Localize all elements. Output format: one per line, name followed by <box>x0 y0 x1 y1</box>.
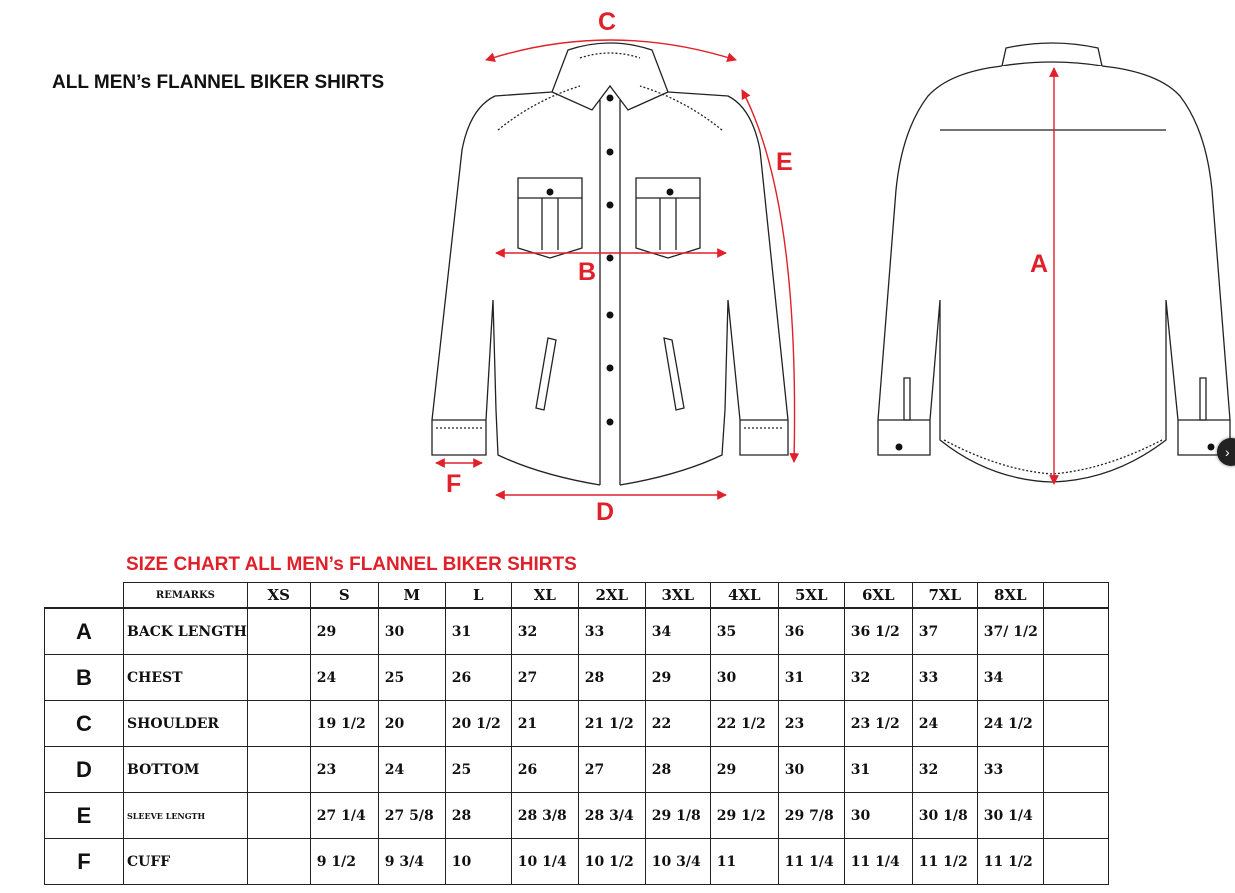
header-blank-cell <box>45 583 124 609</box>
cell-value: 24 1/2 <box>977 701 1043 747</box>
cell-value <box>247 608 310 655</box>
cell-value: 31 <box>445 608 511 655</box>
header-size-4xl: 4XL <box>710 583 778 609</box>
cell-value <box>1043 747 1108 793</box>
cell-value: 10 1/2 <box>578 839 645 885</box>
cell-value: 11 <box>710 839 778 885</box>
cell-value <box>1043 839 1108 885</box>
row-remark: BOTTOM <box>124 747 248 793</box>
cell-value: 10 1/4 <box>511 839 578 885</box>
cell-value <box>1043 793 1108 839</box>
cell-value: 36 1/2 <box>844 608 912 655</box>
measure-label-b: B <box>578 258 597 286</box>
row-remark: CUFF <box>124 839 248 885</box>
cell-value: 30 1/4 <box>977 793 1043 839</box>
measure-label-d: D <box>596 498 615 526</box>
cell-value: 22 1/2 <box>710 701 778 747</box>
cell-value: 27 5/8 <box>378 793 445 839</box>
cell-value: 32 <box>844 655 912 701</box>
header-size-s: S <box>310 583 378 609</box>
header-size-xs: XS <box>247 583 310 609</box>
cell-value: 31 <box>844 747 912 793</box>
row-code: C <box>45 701 124 747</box>
row-code: F <box>45 839 124 885</box>
cell-value: 30 <box>778 747 844 793</box>
cell-value: 27 <box>578 747 645 793</box>
cell-value: 28 <box>578 655 645 701</box>
row-code: A <box>45 608 124 655</box>
cell-value: 20 <box>378 701 445 747</box>
cell-value: 33 <box>578 608 645 655</box>
page-title: ALL MEN’s FLANNEL BIKER SHIRTS <box>52 72 385 93</box>
size-chart-table <box>44 582 1109 885</box>
cell-value: 23 <box>310 747 378 793</box>
cell-value: 20 1/2 <box>445 701 511 747</box>
cell-value <box>247 839 310 885</box>
size-chart-title: SIZE CHART ALL MEN’s FLANNEL BIKER SHIRTS <box>126 554 577 575</box>
cell-value: 29 <box>710 747 778 793</box>
cell-value: 32 <box>912 747 977 793</box>
cell-value: 22 <box>645 701 710 747</box>
table-row <box>45 793 1109 839</box>
cell-value: 30 <box>844 793 912 839</box>
cell-value: 11 1/4 <box>778 839 844 885</box>
header-size-l: L <box>445 583 511 609</box>
table-row <box>45 701 1109 747</box>
cell-value: 25 <box>378 655 445 701</box>
header-size-8xl: 8XL <box>977 583 1043 609</box>
cell-value: 29 7/8 <box>778 793 844 839</box>
cell-value: 24 <box>912 701 977 747</box>
measure-label-f: F <box>446 470 462 498</box>
cell-value: 28 <box>445 793 511 839</box>
cell-value: 32 <box>511 608 578 655</box>
cell-value: 30 1/8 <box>912 793 977 839</box>
cell-value: 10 3/4 <box>645 839 710 885</box>
header-size-2xl: 2XL <box>578 583 645 609</box>
cell-value: 29 1/2 <box>710 793 778 839</box>
row-remark: SHOULDER <box>124 701 248 747</box>
cell-value: 33 <box>977 747 1043 793</box>
header-remarks: REMARKS <box>124 583 248 609</box>
cell-value: 29 <box>645 655 710 701</box>
cell-value: 31 <box>778 655 844 701</box>
cell-value: 9 1/2 <box>310 839 378 885</box>
measure-label-c: C <box>598 8 617 36</box>
measure-label-e: E <box>776 148 793 176</box>
table-row <box>45 747 1109 793</box>
row-remark: BACK LENGTH <box>124 608 248 655</box>
header-size-xl: XL <box>511 583 578 609</box>
row-code: E <box>45 793 124 839</box>
cell-value: 19 1/2 <box>310 701 378 747</box>
header-size-7xl: 7XL <box>912 583 977 609</box>
cell-value: 33 <box>912 655 977 701</box>
cell-value: 36 <box>778 608 844 655</box>
cell-value: 25 <box>445 747 511 793</box>
cell-value: 28 3/4 <box>578 793 645 839</box>
cell-value: 23 <box>778 701 844 747</box>
cell-value: 35 <box>710 608 778 655</box>
cell-value <box>1043 701 1108 747</box>
cell-value: 26 <box>445 655 511 701</box>
cell-value: 30 <box>378 608 445 655</box>
cell-value: 30 <box>710 655 778 701</box>
row-code: D <box>45 747 124 793</box>
cell-value <box>247 747 310 793</box>
cell-value <box>247 655 310 701</box>
chevron-right-icon[interactable]: › <box>1217 438 1235 466</box>
cell-value: 37/ 1/2 <box>977 608 1043 655</box>
cell-value: 9 3/4 <box>378 839 445 885</box>
measure-label-a: A <box>1030 250 1049 278</box>
cell-value: 37 <box>912 608 977 655</box>
cell-value: 11 1/4 <box>844 839 912 885</box>
cell-value: 10 <box>445 839 511 885</box>
cell-value: 11 1/2 <box>977 839 1043 885</box>
table-row <box>45 839 1109 885</box>
header-size-m: M <box>378 583 445 609</box>
cell-value: 11 1/2 <box>912 839 977 885</box>
header-size-3xl: 3XL <box>645 583 710 609</box>
cell-value <box>1043 655 1108 701</box>
cell-value: 29 1/8 <box>645 793 710 839</box>
cell-value: 28 <box>645 747 710 793</box>
cell-value: 23 1/2 <box>844 701 912 747</box>
cell-value: 24 <box>378 747 445 793</box>
cell-value: 27 1/4 <box>310 793 378 839</box>
header-size-5xl: 5XL <box>778 583 844 609</box>
cell-value: 21 <box>511 701 578 747</box>
table-row <box>45 608 1109 655</box>
header-size-6xl: 6XL <box>844 583 912 609</box>
row-remark: CHEST <box>124 655 248 701</box>
table-header-row <box>45 583 1109 609</box>
cell-value <box>247 701 310 747</box>
cell-value: 21 1/2 <box>578 701 645 747</box>
cell-value: 29 <box>310 608 378 655</box>
cell-value <box>1043 608 1108 655</box>
cell-value: 34 <box>977 655 1043 701</box>
cell-value: 26 <box>511 747 578 793</box>
row-code: B <box>45 655 124 701</box>
cell-value: 28 3/8 <box>511 793 578 839</box>
cell-value <box>247 793 310 839</box>
cell-value: 24 <box>310 655 378 701</box>
cell-value: 34 <box>645 608 710 655</box>
row-remark: SLEEVE LENGTH <box>124 793 248 839</box>
header-size-extra <box>1043 583 1108 609</box>
cell-value: 27 <box>511 655 578 701</box>
table-row <box>45 655 1109 701</box>
